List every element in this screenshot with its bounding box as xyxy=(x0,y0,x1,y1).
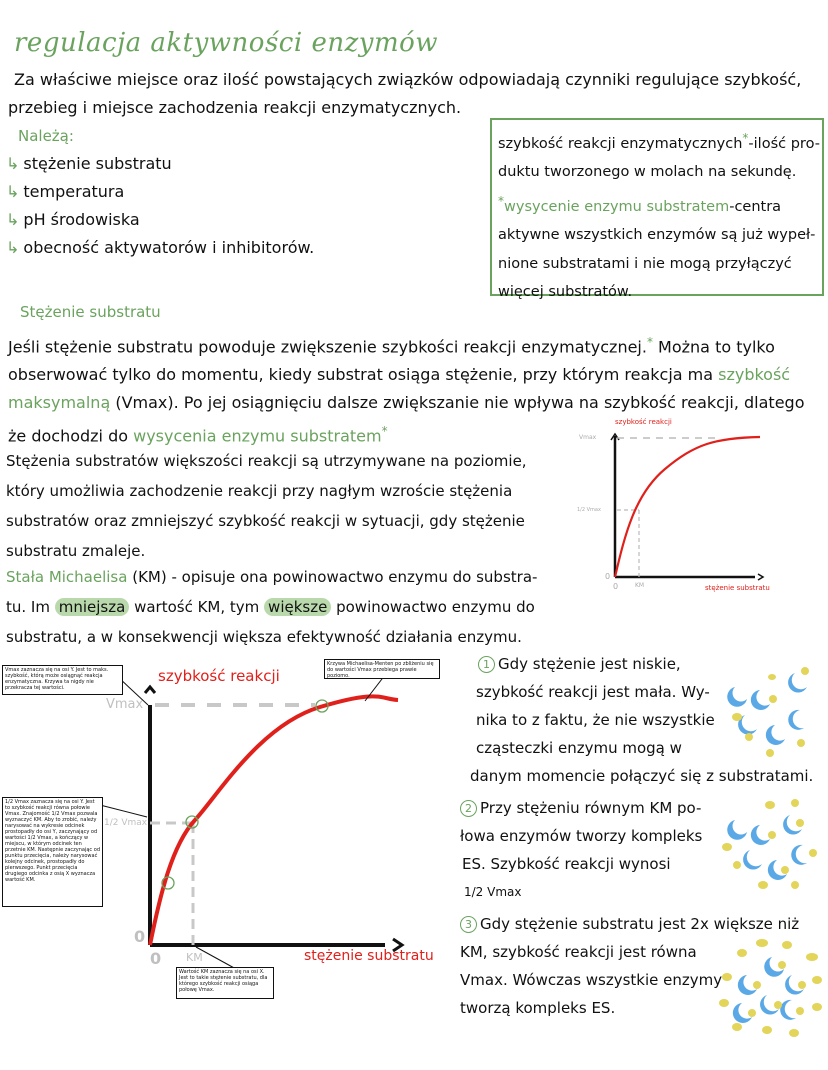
big-chart-origin-x: 0 xyxy=(150,949,162,968)
km-term: Stała Michaelisa xyxy=(6,568,128,586)
small-chart-km: KM xyxy=(635,582,645,589)
arrow-bullet-icon: ↳ xyxy=(6,154,20,173)
step-number-badge: 1 xyxy=(478,656,495,673)
factor-item: ↳ pH środowiska xyxy=(6,210,140,229)
big-chart-xlabel: stężenie substratu xyxy=(304,948,434,964)
highlight-wieksze: większe xyxy=(264,598,331,616)
small-chart-vmax: Vmax xyxy=(579,434,597,441)
enzymes-low-substrate-illustration xyxy=(715,665,825,760)
asterisk-icon: * xyxy=(498,193,504,208)
step-2: 2 Przy stężeniu równym KM po- łowa enzymów tworzy kompleks ES. Szybkość reakcji wynosi 1/2 Vmax xyxy=(460,799,703,899)
small-chart-ylabel: szybkość reakcji xyxy=(615,418,672,426)
small-chart-origin-x: 0 xyxy=(613,582,619,591)
small-chart-svg xyxy=(575,414,828,600)
highlight-mniejsza: mniejsza xyxy=(55,598,130,616)
page-title: regulacja aktywności enzymów xyxy=(14,28,439,58)
intro-line-2: przebieg i miejsce zachodzenia reakcji enzymatycznych. xyxy=(8,98,462,117)
step-3: 3 Gdy stężenie substratu jest 2x większe niż KM, szybkość reakcji jest równa Vmax. Wówczas wszystkie enzymy tworzą kompleks ES. xyxy=(460,915,800,1017)
factor-item: ↳ obecność aktywatorów i inhibitorów. xyxy=(6,238,315,257)
arrow-bullet-icon: ↳ xyxy=(6,238,20,257)
small-chart-xlabel: stężenie substratu xyxy=(705,584,770,592)
factor-item: ↳ temperatura xyxy=(6,182,125,201)
intro-line-1: Za właściwe miejsce oraz ilość powstających związków odpowiadają czynniki regulujące szybkość, xyxy=(14,70,802,89)
big-chart-km: KM xyxy=(186,951,203,964)
arrow-bullet-icon: ↳ xyxy=(6,182,20,201)
factors-list xyxy=(6,150,314,262)
asterisk-icon: * xyxy=(742,131,749,145)
enzymes-fully-saturated-illustration xyxy=(712,935,827,1040)
big-chart-half-vmax: 1/2 Vmax xyxy=(104,818,148,828)
substrate-paragraph-1: Jeśli stężenie substratu powoduje zwiększenie szybkości reakcji enzymatycznej.* Można to tylko obserwować tylko do momentu, kiedy substrat osiąga stężenie, przy którym reakcja ma szybkość maksymalną (Vmax). Po jej osiągnięciu dalsze zwiększanie nie wpływa na szybkość reakcji, dlatego że dochodzi do wysycenia enzymu substratem* xyxy=(8,335,805,446)
arrow-bullet-icon: ↳ xyxy=(6,210,20,229)
factor-item: ↳ stężenie substratu xyxy=(6,154,172,173)
definitions-box: szybkość reakcji enzymatycznych*-ilość pro- duktu tworzonego w molach na sekundę. *wysycenie enzymu substratem-centra aktywne wszystkich enzymów są już wypeł- nione substratami i nie mogą przyłączyć więcej substratów. xyxy=(490,118,824,296)
note-half-vmax: 1/2 Vmax zaznacza się na osi Y. Jest to szybkość reakcji równa połowie Vmax. Znajomość 1/2 Vmax pozwala wyznaczyć KM. Aby to zrobić, należy narysować na wykresie odcinek prostopadły do osi Y, zaczynający od wartości 1/2 Vmax, a kończący w miejscu, w którym odcinek ten przetnie KM. Następnie zaczynając od punktu przecięcia, należy narysować kolejny odcinek, prostopadły do pierwszego. Punkt przecięcia drugiego odcinka z osią X wyznacza wartość KM. xyxy=(2,797,103,907)
note-vmax: Vmax zaznacza się na osi Y. Jest to maks. szybkość, którą może osiągnąć reakcja enzymatyczna. Krzywa ta nigdy nie przekracza tej wartości. xyxy=(2,665,123,695)
substrate-paragraph-2: Stężenia substratów większości reakcji są utrzymywane na poziomie, który umożliwia zachodzenie reakcji przy nagłym wzroście stężenia substratów oraz zmniejszyć szybkość reakcji w sytuacji, gdy stężenie substratu zmaleje. xyxy=(6,452,527,560)
step-1: 1 Gdy stężenie jest niskie, szybkość reakcji jest mała. Wy- nika to z faktu, że nie wszystkie cząsteczki enzymu mogą w danym momencie połączyć się z substratami. xyxy=(470,655,814,785)
big-mm-chart xyxy=(0,655,455,1015)
factors-heading: Należą: xyxy=(18,127,74,145)
enzymes-half-saturated-illustration xyxy=(715,795,825,895)
asterisk-icon: * xyxy=(381,424,388,439)
km-paragraph: Stała Michaelisa (KM) - opisuje ona powinowactwo enzymu do substra- tu. Im mniejsza wartość KM, tym większe powinowactwo enzymu do substratu, a w konsekwencji większa efektywność działania enzymu. xyxy=(6,568,538,646)
big-chart-origin-y: 0 xyxy=(134,927,146,946)
step-number-badge: 3 xyxy=(460,916,477,933)
step-number-badge: 2 xyxy=(460,800,477,817)
note-curve: Krzywa Michaelisa-Menten po zbliżeniu się do wartości Vmax przebiega prawie poziomo. xyxy=(324,659,440,679)
small-chart-origin-y: 0 xyxy=(605,572,611,581)
small-mm-chart xyxy=(575,414,828,600)
big-chart-ylabel: szybkość reakcji xyxy=(158,667,280,685)
note-km: Wartość KM zaznacza się na osi X. Jest to takie stężenie substratu, dla którego szybkość reakcji osiąga połowę Vmax. xyxy=(176,967,274,999)
big-chart-vmax: Vmax xyxy=(106,697,144,712)
small-chart-half-vmax: 1/2 Vmax xyxy=(577,507,601,513)
section-heading: Stężenie substratu xyxy=(20,303,161,321)
asterisk-icon: * xyxy=(646,335,653,349)
